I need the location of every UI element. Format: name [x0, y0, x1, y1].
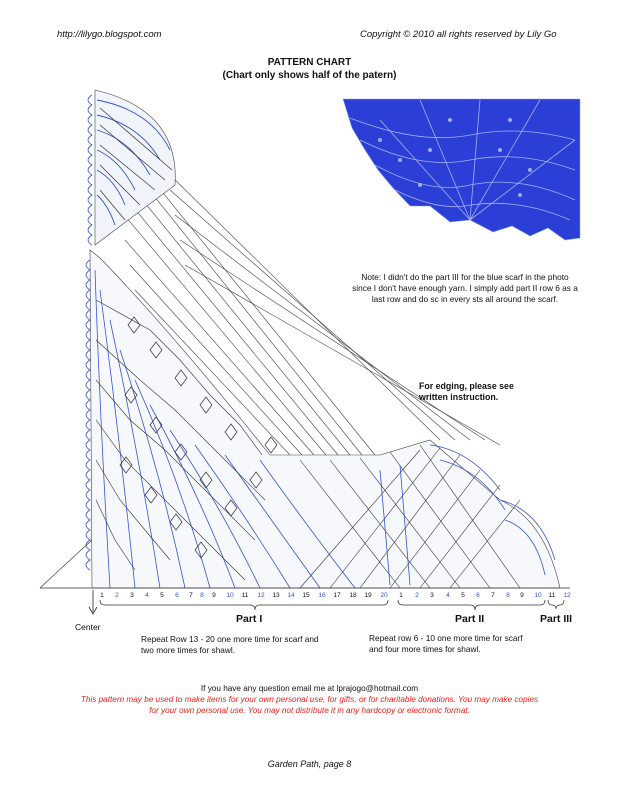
- contact-line: If you have any question email me at lprajogo@hotmail.com: [200, 684, 419, 693]
- note-line-2: since I don't have enough yarn. I simply add part II row 6 as a: [352, 283, 578, 293]
- chart-subtitle: (Chart only shows half of the patern): [222, 70, 397, 81]
- part-braces: [100, 600, 564, 610]
- chart-upper-lobe: [95, 90, 175, 245]
- part-2-repeat-line-1: Repeat row 6 - 10 one more time for scarf: [369, 633, 523, 643]
- row-number: 15: [302, 592, 310, 599]
- row-number: 5: [461, 592, 465, 599]
- row-number: 11: [241, 592, 249, 599]
- blue-scarf-photo: [343, 99, 580, 240]
- part-1-repeat-line-1: Repeat Row 13 - 20 one more time for scarf and: [141, 634, 319, 644]
- row-number: 9: [520, 592, 524, 599]
- row-number: 7: [189, 592, 193, 599]
- row-number: 6: [175, 592, 179, 599]
- row-number: 4: [145, 592, 149, 599]
- note-line-1: Note: I didn't do the part III for the blue scarf in the photo: [361, 272, 569, 282]
- blog-url[interactable]: http://lilygo.blogspot.com: [57, 29, 162, 40]
- row-number: 2: [115, 592, 119, 599]
- row-number: 13: [272, 592, 280, 599]
- part-2-label: Part II: [455, 613, 485, 625]
- row-number: 2: [415, 592, 419, 599]
- copyright-notice: Copyright © 2010 all rights reserved by Lily Go: [360, 29, 557, 40]
- row-number: 6: [476, 592, 480, 599]
- part-3-label: Part III: [540, 613, 573, 625]
- row-number: 3: [130, 592, 134, 599]
- row-number: 9: [212, 592, 216, 599]
- row-number: 10: [534, 592, 542, 599]
- page-footer: Garden Path, page 8: [267, 759, 352, 769]
- part-2-repeat-line-2: and four more times for shawl.: [369, 644, 481, 654]
- row-number: 18: [349, 592, 357, 599]
- row-number: 12: [257, 592, 265, 599]
- center-label: Center: [75, 622, 101, 632]
- row-number: 1: [399, 592, 403, 599]
- row-number: 12: [563, 592, 571, 599]
- row-number: 10: [226, 592, 234, 599]
- row-number: 11: [548, 592, 556, 599]
- row-number: 5: [160, 592, 164, 599]
- edging-line-1: For edging, please see: [419, 381, 514, 391]
- row-number: 8: [200, 592, 204, 599]
- row-number: 20: [380, 592, 388, 599]
- chart-title: PATTERN CHART: [267, 57, 352, 68]
- row-number: 1: [100, 592, 104, 599]
- row-number: 4: [446, 592, 450, 599]
- note-line-3: last row and do sc in every sts all around the scarf.: [371, 294, 559, 304]
- row-number: 3: [430, 592, 434, 599]
- row-number: 17: [333, 592, 341, 599]
- part-1-label: Part I: [236, 613, 263, 625]
- edging-line-2: written instruction.: [419, 392, 499, 402]
- row-number: 16: [318, 592, 326, 599]
- usage-notice-line-1: This pattern may be used to make items for your own personal use, for gifts, or for charitable donations. You may make copies: [80, 695, 539, 704]
- usage-notice-line-2: for your own personal use. You may not distribute it in any hardcopy or electronic format.: [149, 706, 470, 715]
- center-arrow: [89, 590, 97, 614]
- row-number: 8: [506, 592, 510, 599]
- part-1-repeat-line-2: two more times for shawl.: [141, 645, 236, 655]
- row-number: 14: [287, 592, 295, 599]
- row-number: 19: [364, 592, 372, 599]
- row-number: 7: [491, 592, 495, 599]
